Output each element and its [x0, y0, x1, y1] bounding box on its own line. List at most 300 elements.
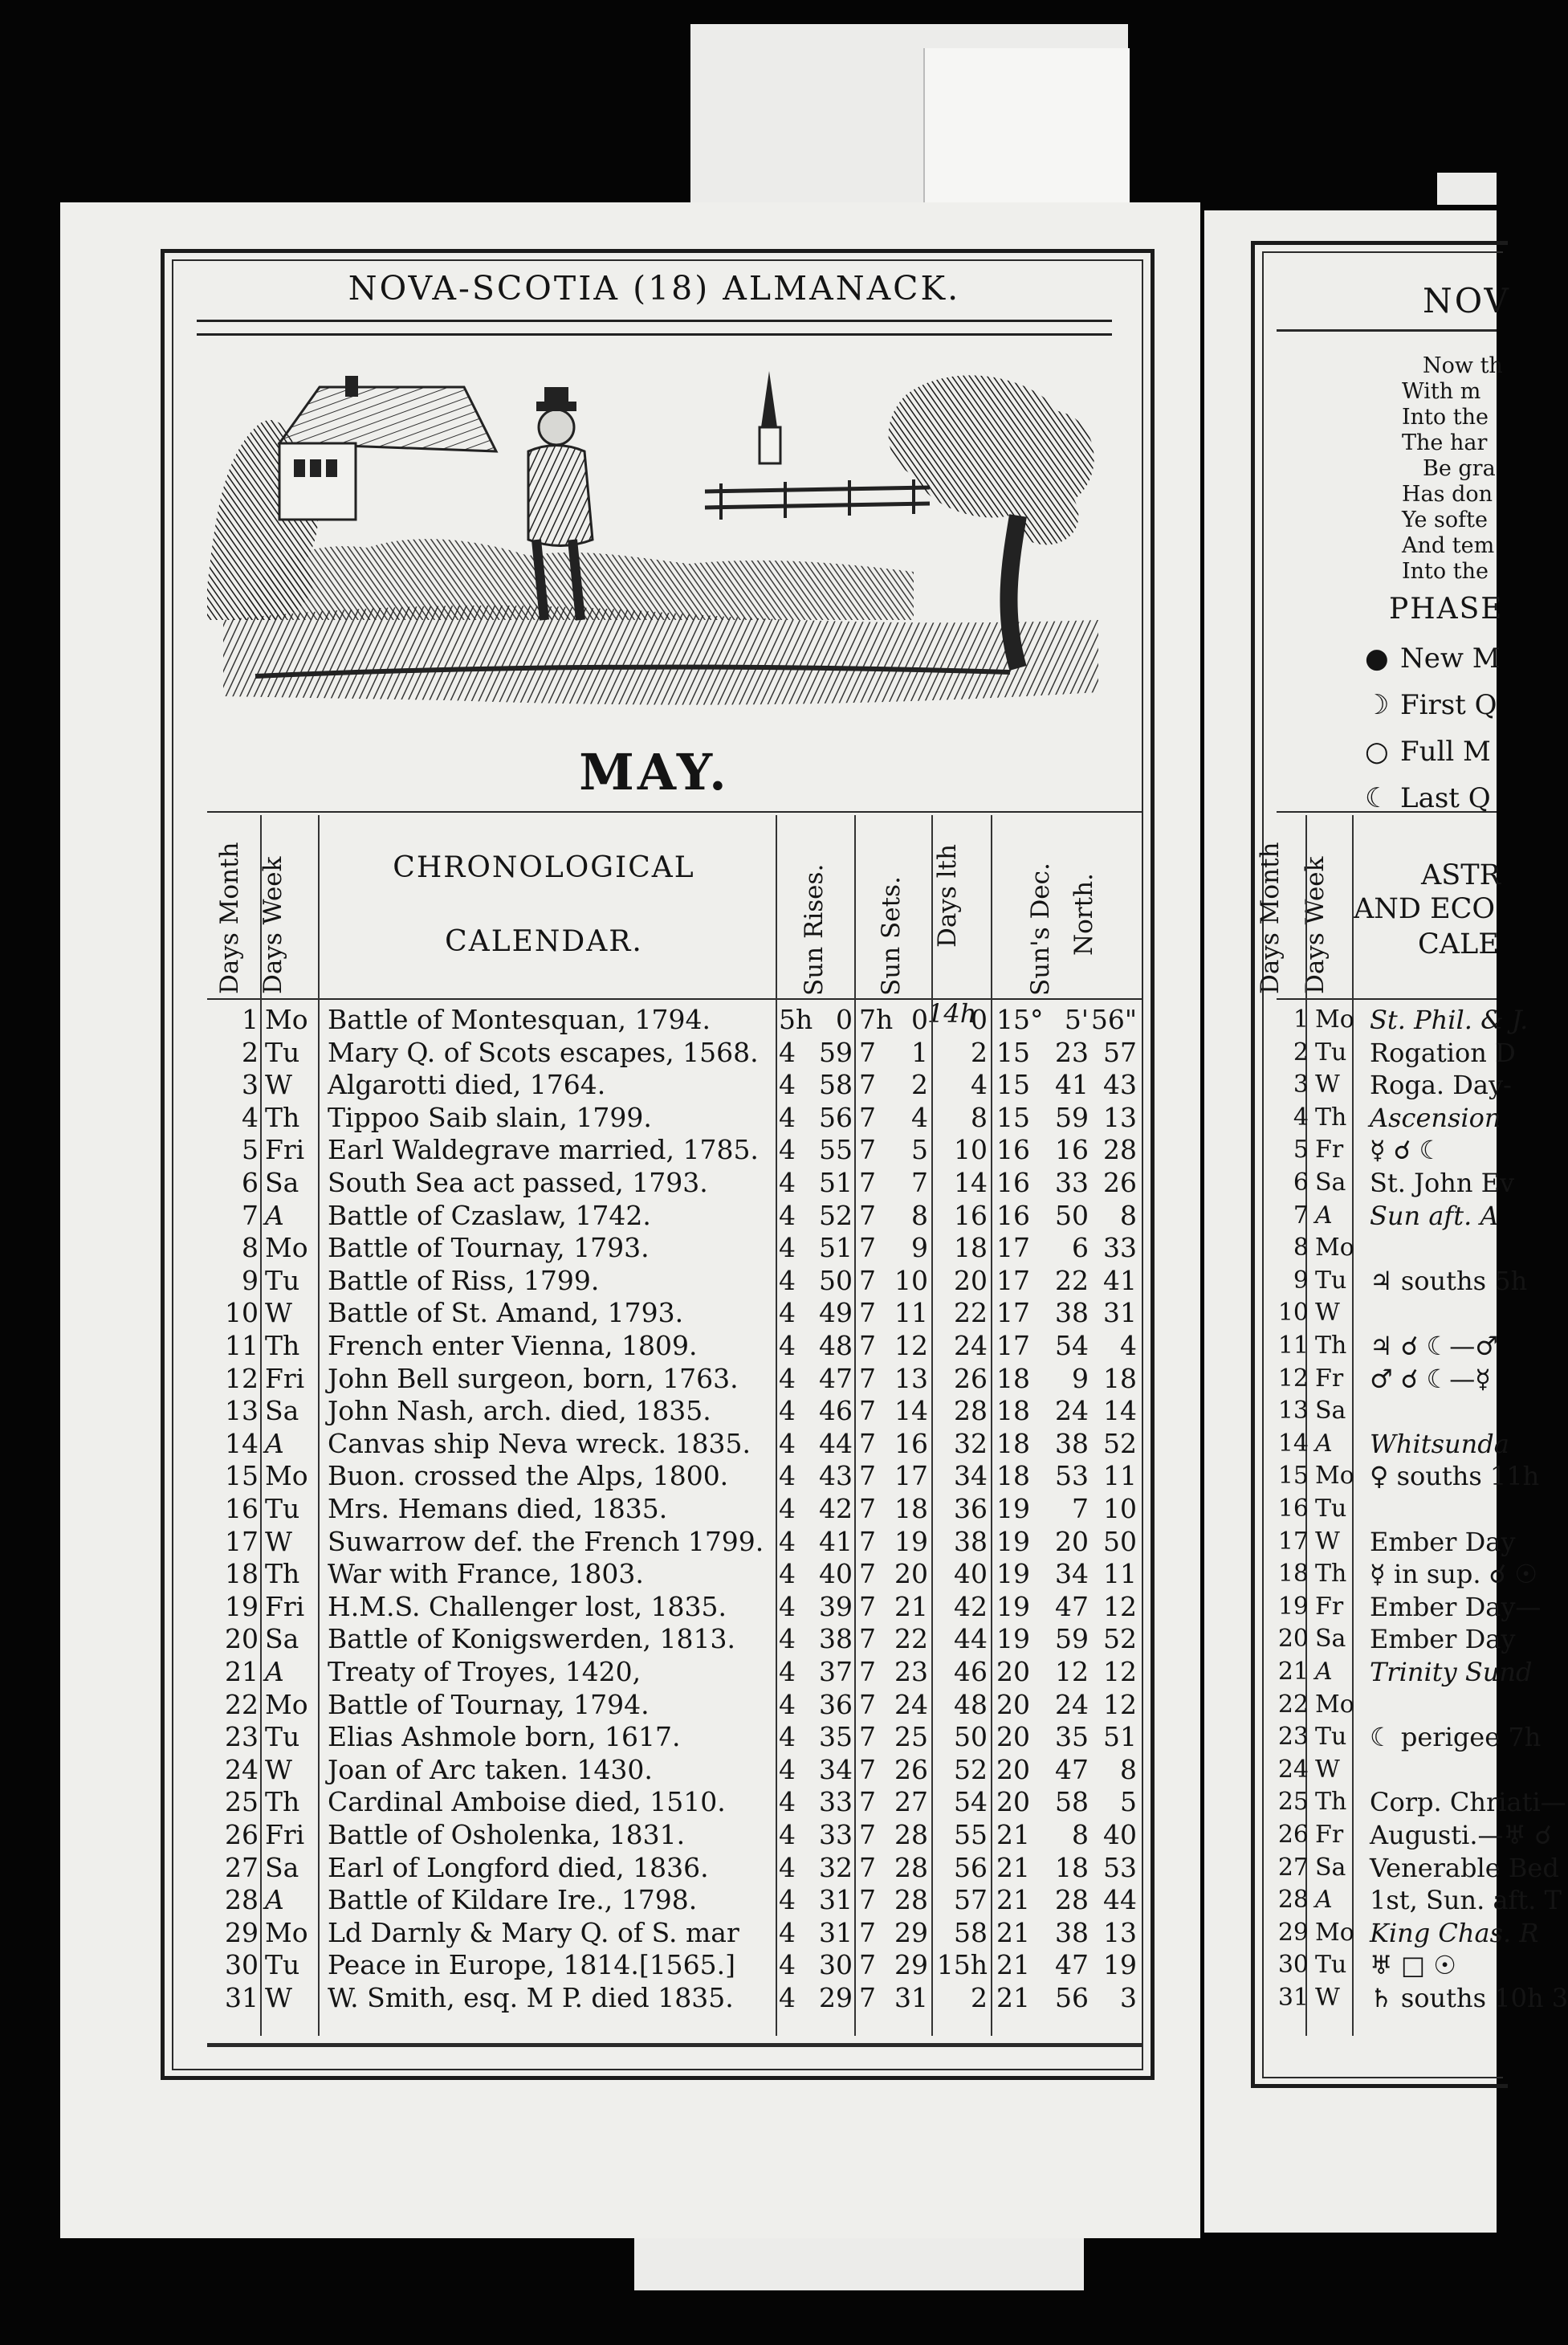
declination-degrees: 15 [996, 1036, 1030, 1068]
sunset-hour: 7 [859, 1753, 876, 1785]
sunset-hour: 7 [859, 1982, 876, 2013]
event: Whitsunda [1370, 1428, 1509, 1459]
right-header-line1: ASTR [1421, 859, 1501, 891]
sunset-hour: 7 [859, 1623, 876, 1655]
event: Joan of Arc taken. 1430. [328, 1753, 653, 1785]
declination-seconds: 53 [1103, 1851, 1137, 1883]
day-of-week: A [1315, 1429, 1333, 1458]
table-row [207, 1884, 1142, 1917]
day-of-month: 29 [225, 1916, 259, 1948]
sunrise-minute: 51 [819, 1232, 853, 1264]
sunrise-hour: 4 [779, 1884, 796, 1916]
day-length: 0 [971, 1004, 988, 1035]
event: Venerable Bed [1370, 1852, 1559, 1883]
declination-seconds: 12 [1103, 1688, 1137, 1720]
event: ☿ in sup. ☌ ☉ [1370, 1559, 1538, 1590]
sunrise-minute: 49 [819, 1297, 853, 1329]
sunset-minute: 23 [894, 1656, 928, 1687]
sunrise-minute: 0 [836, 1004, 853, 1035]
sunrise-minute: 36 [819, 1688, 853, 1720]
declination-minutes: 41 [1055, 1069, 1089, 1101]
day-of-week: Sa [1315, 1625, 1346, 1654]
title-rule-bottom [197, 333, 1112, 336]
sunset-minute: 4 [911, 1101, 928, 1133]
day-length: 15h [936, 1949, 988, 1981]
declination-minutes: 8 [1072, 1819, 1089, 1850]
sunset-minute: 14 [894, 1395, 928, 1427]
sunset-minute: 10 [894, 1264, 928, 1296]
event: Ember Day [1370, 1526, 1516, 1557]
day-of-month: 1 [242, 1004, 259, 1035]
sunset-hour: 7 [859, 1916, 876, 1948]
sunset-minute: 12 [894, 1330, 928, 1361]
sunrise-hour: 4 [779, 1264, 796, 1296]
day-length: 54 [954, 1786, 988, 1818]
declination-seconds: 44 [1103, 1884, 1137, 1916]
day-of-month: 15 [225, 1460, 259, 1492]
day-length: 55 [954, 1819, 988, 1850]
day-of-week: W [1315, 1071, 1340, 1099]
day-length: 10 [954, 1134, 988, 1166]
day-of-week: Mo [265, 1460, 308, 1492]
declination-degrees: 17 [996, 1232, 1030, 1264]
table-row [207, 1852, 1142, 1885]
sunrise-hour: 4 [779, 1036, 796, 1068]
sunrise-hour: 4 [779, 1395, 796, 1427]
sunrise-minute: 48 [819, 1330, 853, 1361]
day-of-week: Sa [1315, 1397, 1346, 1425]
day-length: 36 [954, 1493, 988, 1524]
day-of-week: Th [265, 1558, 300, 1590]
event: John Nash, arch. died, 1835. [328, 1395, 711, 1427]
day-of-month: 17 [225, 1525, 259, 1557]
event: Buon. crossed the Alps, 1800. [328, 1460, 729, 1492]
declination-seconds: 51 [1103, 1721, 1137, 1753]
day-of-month: 22 [225, 1688, 259, 1720]
event: Battle of Kildare Ire., 1798. [328, 1884, 698, 1916]
right-header-line2: AND ECO [1354, 893, 1496, 925]
header-days-length: Days lth [933, 844, 962, 948]
sunrise-minute: 32 [819, 1851, 853, 1883]
moon-phase-item [1365, 689, 1497, 721]
header-north: North. [1069, 873, 1098, 956]
sunset-minute: 1 [911, 1036, 928, 1068]
sunrise-hour: 4 [779, 1232, 796, 1264]
event: King Chas. R [1370, 1917, 1539, 1948]
declination-degrees: 18 [996, 1460, 1030, 1492]
event: Tippoo Saib slain, 1799. [328, 1101, 652, 1133]
event: Battle of Osholenka, 1831. [328, 1819, 686, 1850]
table-row [207, 1232, 1142, 1265]
moon-phase-item [1365, 736, 1491, 768]
sunrise-hour: 4 [779, 1101, 796, 1133]
sunset-hour: 7 [859, 1525, 876, 1557]
sunset-minute: 18 [894, 1493, 928, 1524]
sunset-minute: 26 [894, 1753, 928, 1785]
day-of-month: 30 [1277, 1951, 1309, 1980]
day-of-month: 9 [1293, 1266, 1309, 1295]
sunrise-minute: 51 [819, 1167, 853, 1198]
moon-phase-icon: ☾ [1365, 782, 1390, 814]
sunrise-hour: 4 [779, 1493, 796, 1524]
day-of-week: Th [1315, 1560, 1347, 1588]
sunrise-hour: 4 [779, 1330, 796, 1361]
sunset-hour: 7 [859, 1199, 876, 1231]
sunrise-minute: 41 [819, 1525, 853, 1557]
day-of-week: Fr [1315, 1592, 1344, 1621]
header-days-length-sub: 14h [927, 998, 977, 1029]
sunset-hour: 7 [859, 1851, 876, 1883]
event: ♂ ☌ ☾—☿ [1370, 1363, 1491, 1394]
sunrise-hour: 4 [779, 1623, 796, 1655]
declination-minutes: 47 [1055, 1949, 1089, 1981]
declination-minutes: 56 [1055, 1982, 1089, 2013]
day-of-month: 16 [225, 1493, 259, 1524]
sunset-hour: 7 [859, 1460, 876, 1492]
day-length: 14 [954, 1167, 988, 1198]
day-of-month: 8 [242, 1232, 259, 1264]
sunset-minute: 19 [894, 1525, 928, 1557]
paper-scrap-corner [1437, 173, 1497, 205]
sunrise-minute: 44 [819, 1427, 853, 1459]
day-of-month: 11 [1277, 1332, 1309, 1360]
table-row [207, 1297, 1142, 1330]
declination-degrees: 21 [996, 1916, 1030, 1948]
table-row [207, 1460, 1142, 1493]
sunrise-minute: 56 [819, 1101, 853, 1133]
sunset-hour: 7 [859, 1330, 876, 1361]
poem-line: Into the [1402, 559, 1489, 584]
day-length: 48 [954, 1688, 988, 1720]
declination-seconds: 52 [1103, 1623, 1137, 1655]
day-of-week: Tu [265, 1721, 300, 1753]
right-running-title: NOV [1423, 281, 1511, 320]
declination-seconds: 10 [1103, 1493, 1137, 1524]
declination-degrees: 20 [996, 1753, 1030, 1785]
declination-degrees: 17 [996, 1264, 1030, 1296]
sunrise-hour: 4 [779, 1199, 796, 1231]
declination-seconds: 33 [1103, 1232, 1137, 1264]
declination-minutes: 53 [1055, 1460, 1089, 1492]
sunset-hour: 7 [859, 1949, 876, 1981]
day-of-week: Fr [1315, 1364, 1344, 1393]
sunrise-minute: 39 [819, 1590, 853, 1622]
table-row [207, 1037, 1142, 1070]
table-row [207, 1949, 1142, 1982]
day-of-week: A [1315, 1886, 1333, 1915]
sunset-hour: 7 [859, 1786, 876, 1818]
sunset-minute: 22 [894, 1623, 928, 1655]
sunrise-minute: 34 [819, 1753, 853, 1785]
poem-line: Ye softe [1402, 508, 1488, 532]
declination-seconds: 41 [1103, 1264, 1137, 1296]
moon-phase-item [1365, 782, 1491, 814]
right-header-line3: CALE [1418, 928, 1499, 960]
table-row [207, 1167, 1142, 1200]
event: Elias Ashmole born, 1617. [328, 1721, 681, 1753]
day-length: 28 [954, 1395, 988, 1427]
declination-degrees: 21 [996, 1982, 1030, 2013]
declination-degrees: 19 [996, 1525, 1030, 1557]
declination-minutes: 20 [1055, 1525, 1089, 1557]
table-row [207, 1102, 1142, 1135]
declination-degrees: 21 [996, 1949, 1030, 1981]
poem-line: And tem [1402, 533, 1495, 558]
event: Algarotti died, 1764. [328, 1069, 606, 1101]
sunrise-hour: 4 [779, 1949, 796, 1981]
sunrise-minute: 52 [819, 1199, 853, 1231]
declination-minutes: 23 [1055, 1036, 1089, 1068]
poem-line: Into the [1402, 405, 1489, 430]
day-length: 24 [954, 1330, 988, 1361]
moon-phase-label: New M [1400, 642, 1501, 675]
table-row [207, 1395, 1142, 1428]
day-of-month: 22 [1277, 1690, 1309, 1719]
declination-minutes: 35 [1055, 1721, 1089, 1753]
declination-degrees: 21 [996, 1851, 1030, 1883]
day-length: 16 [954, 1199, 988, 1231]
poem-line: Now th [1423, 353, 1503, 378]
sunset-minute: 9 [911, 1232, 928, 1264]
declination-minutes: 38 [1055, 1916, 1089, 1948]
declination-minutes: 5' [1064, 1004, 1089, 1035]
day-of-week: W [1315, 1299, 1340, 1327]
sunrise-minute: 59 [819, 1036, 853, 1068]
event: Battle of Tournay, 1794. [328, 1688, 650, 1720]
declination-minutes: 38 [1055, 1297, 1089, 1329]
table-row [207, 1200, 1142, 1233]
event: Peace in Europe, 1814.[1565.] [328, 1949, 736, 1981]
day-of-week: Fr [1315, 1821, 1344, 1849]
event: ♃ ☌ ☾—♂ [1370, 1331, 1498, 1361]
day-length: 32 [954, 1427, 988, 1459]
day-of-week: Mo [1315, 1462, 1354, 1491]
moon-phase-icon: ● [1365, 642, 1389, 675]
event: 1st, Sun. aft. T [1370, 1885, 1562, 1916]
sunset-hour: 7 [859, 1688, 876, 1720]
day-of-week: Th [265, 1786, 300, 1818]
day-of-month: 17 [1277, 1527, 1309, 1556]
event: H.M.S. Challenger lost, 1835. [328, 1590, 727, 1622]
declination-degrees: 18 [996, 1395, 1030, 1427]
event: ♀ souths 11h [1370, 1461, 1540, 1492]
sunrise-hour: 4 [779, 1753, 796, 1785]
day-of-month: 3 [1293, 1071, 1309, 1099]
sunset-hour: 7 [859, 1101, 876, 1133]
sunset-hour: 7 [859, 1656, 876, 1687]
day-length: 22 [954, 1297, 988, 1329]
day-of-week: Mo [265, 1916, 308, 1948]
sunrise-hour: 4 [779, 1525, 796, 1557]
day-of-month: 26 [225, 1819, 259, 1850]
table-row [207, 1623, 1142, 1656]
sunset-hour: 7 [859, 1297, 876, 1329]
day-of-month: 10 [225, 1297, 259, 1329]
day-of-week: W [265, 1069, 292, 1101]
sunset-minute: 28 [894, 1884, 928, 1916]
declination-minutes: 47 [1055, 1753, 1089, 1785]
table-header-bottom-rule [207, 998, 1142, 1000]
day-of-month: 6 [1293, 1168, 1309, 1197]
day-of-week: Mo [1315, 1234, 1354, 1262]
event: Battle of St. Amand, 1793. [328, 1297, 684, 1329]
table-row [207, 1819, 1142, 1852]
event: Battle of Czaslaw, 1742. [328, 1199, 651, 1231]
poem-line: Has don [1402, 482, 1493, 507]
sunset-minute: 31 [894, 1982, 928, 2013]
day-of-week: Fri [265, 1362, 305, 1394]
declination-seconds: 12 [1103, 1656, 1137, 1687]
day-length: 8 [971, 1101, 988, 1133]
day-length: 50 [954, 1721, 988, 1753]
day-of-month: 23 [225, 1721, 259, 1753]
day-of-month: 4 [242, 1101, 259, 1133]
sunset-minute: 0 [911, 1004, 928, 1035]
event: Earl of Longford died, 1836. [328, 1851, 709, 1883]
day-length: 57 [954, 1884, 988, 1916]
declination-minutes: 54 [1055, 1330, 1089, 1361]
day-of-month: 28 [225, 1884, 259, 1916]
day-of-week: Sa [1315, 1853, 1346, 1882]
day-of-week: Fri [265, 1590, 305, 1622]
day-of-month: 21 [225, 1656, 259, 1687]
declination-minutes: 24 [1055, 1395, 1089, 1427]
declination-degrees: 15 [996, 1101, 1030, 1133]
day-of-week: W [265, 1982, 292, 2013]
moon-phase-label: Full M [1400, 736, 1491, 768]
day-of-month: 15 [1277, 1462, 1309, 1491]
declination-degrees: 20 [996, 1786, 1030, 1818]
moon-phase-item [1365, 642, 1501, 675]
table-row [207, 1265, 1142, 1298]
day-of-week: A [265, 1884, 284, 1916]
declination-degrees: 21 [996, 1884, 1030, 1916]
day-of-week: Tu [1315, 1723, 1347, 1752]
day-of-month: 8 [1293, 1234, 1309, 1262]
day-length: 38 [954, 1525, 988, 1557]
table-row [207, 1069, 1142, 1102]
day-of-month: 28 [1277, 1886, 1309, 1915]
day-of-month: 6 [242, 1167, 259, 1198]
event: Sun aft. A [1370, 1200, 1499, 1231]
event: Ascension [1370, 1102, 1501, 1133]
day-of-month: 25 [225, 1786, 259, 1818]
day-of-week: W [265, 1297, 292, 1329]
event: ♃ souths 5h [1370, 1265, 1528, 1296]
declination-seconds: 13 [1103, 1916, 1137, 1948]
moon-phase-label: Last Q [1400, 782, 1491, 814]
sunset-minute: 28 [894, 1819, 928, 1850]
day-of-month: 4 [1293, 1103, 1309, 1132]
day-of-month: 2 [242, 1036, 259, 1068]
table-row [207, 1004, 1142, 1037]
table-row [207, 1982, 1142, 2015]
day-of-month: 20 [225, 1623, 259, 1655]
day-length: 40 [954, 1558, 988, 1590]
phases-heading: PHASE [1389, 593, 1504, 626]
day-length: 20 [954, 1264, 988, 1296]
sunset-minute: 29 [894, 1916, 928, 1948]
day-of-week: Tu [1315, 1495, 1347, 1523]
day-of-week: W [265, 1525, 292, 1557]
table-row [207, 1721, 1142, 1754]
declination-minutes: 22 [1055, 1264, 1089, 1296]
table-row [207, 1591, 1142, 1624]
day-of-week: Fr [1315, 1136, 1344, 1164]
day-of-month: 7 [1293, 1201, 1309, 1230]
day-of-month: 1 [1293, 1005, 1309, 1034]
table-row [207, 1558, 1142, 1591]
event: Mary Q. of Scots escapes, 1568. [328, 1036, 759, 1068]
declination-seconds: 28 [1103, 1134, 1137, 1166]
day-of-month: 29 [1277, 1918, 1309, 1947]
day-of-month: 12 [225, 1362, 259, 1394]
declination-seconds: 56" [1090, 1004, 1137, 1035]
declination-minutes: 7 [1072, 1493, 1089, 1524]
declination-seconds: 52 [1103, 1427, 1137, 1459]
declination-minutes: 24 [1055, 1688, 1089, 1720]
day-of-week: Sa [1315, 1168, 1346, 1197]
declination-minutes: 16 [1055, 1134, 1089, 1166]
sunset-minute: 7 [911, 1167, 928, 1198]
declination-degrees: 20 [996, 1688, 1030, 1720]
event: St. John Ev [1370, 1168, 1515, 1198]
day-of-month: 13 [225, 1395, 259, 1427]
day-of-month: 19 [1277, 1592, 1309, 1621]
day-of-week: A [265, 1656, 284, 1687]
day-of-month: 26 [1277, 1821, 1309, 1849]
sunrise-hour: 4 [779, 1786, 796, 1818]
day-length: 52 [954, 1753, 988, 1785]
declination-minutes: 6 [1072, 1232, 1089, 1264]
declination-degrees: 17 [996, 1297, 1030, 1329]
day-of-week: Th [265, 1330, 300, 1361]
declination-seconds: 8 [1120, 1199, 1137, 1231]
sunset-hour: 7 [859, 1427, 876, 1459]
day-of-week: Fri [265, 1819, 305, 1850]
sunset-minute: 8 [911, 1199, 928, 1231]
day-of-month: 27 [225, 1851, 259, 1883]
header-calendar: CALENDAR. [445, 925, 643, 958]
sunrise-minute: 31 [819, 1916, 853, 1948]
day-of-month: 5 [1293, 1136, 1309, 1164]
table-row [207, 1656, 1142, 1689]
day-of-week: Th [1315, 1332, 1347, 1360]
event: Earl Waldegrave married, 1785. [328, 1134, 759, 1166]
sunset-minute: 24 [894, 1688, 928, 1720]
declination-seconds: 31 [1103, 1297, 1137, 1329]
sunrise-hour: 4 [779, 1558, 796, 1590]
sunset-hour: 7 [859, 1264, 876, 1296]
day-of-week: Mo [1315, 1690, 1354, 1719]
sunrise-hour: 4 [779, 1134, 796, 1166]
sunset-hour: 7 [859, 1069, 876, 1101]
day-of-month: 14 [225, 1427, 259, 1459]
declination-degrees: 19 [996, 1493, 1030, 1524]
event: ☿ ☌ ☾ [1370, 1135, 1443, 1166]
day-of-week: W [265, 1753, 292, 1785]
declination-seconds: 11 [1103, 1558, 1137, 1590]
declination-minutes: 33 [1055, 1167, 1089, 1198]
sunrise-minute: 29 [819, 1982, 853, 2013]
day-of-week: Tu [265, 1949, 300, 1981]
header-suns-dec: Sun's Dec. [1026, 863, 1055, 996]
right-title-rule [1277, 329, 1497, 332]
header-days-week: Days Week [259, 856, 287, 994]
day-of-month: 27 [1277, 1853, 1309, 1882]
moon-phase-label: First Q [1400, 689, 1497, 721]
sunset-minute: 11 [894, 1297, 928, 1329]
